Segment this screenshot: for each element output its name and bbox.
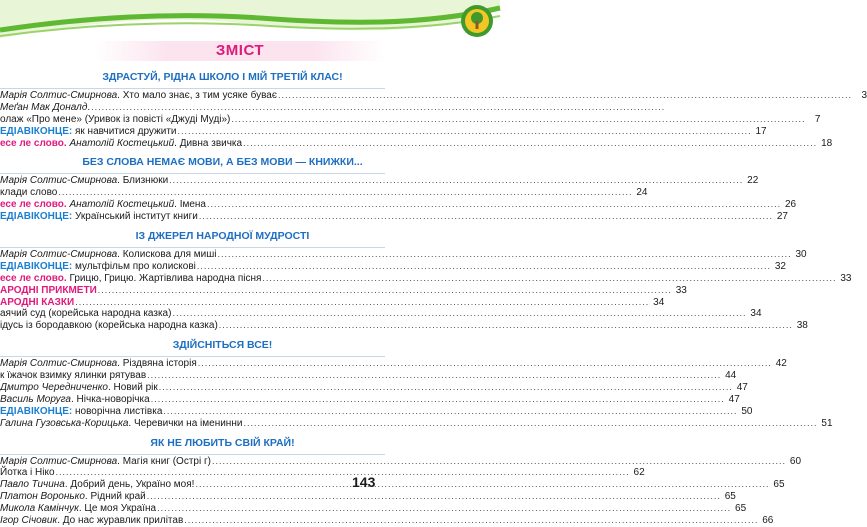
- entry-title: . Імена: [174, 199, 206, 211]
- toc-entry[interactable]: [0, 199, 797, 211]
- entry-label: [0, 456, 211, 468]
- toc-entry[interactable]: [0, 358, 787, 370]
- entry-author: Марія Солтис-Смирнова: [0, 249, 118, 261]
- entry-title: . Хто мало знає, з тим усяке буває: [117, 90, 277, 101]
- section-title: ЯК НЕ ЛЮБИТЬ СВІЙ КРАЙ!: [150, 436, 295, 449]
- page-number: 143: [352, 474, 376, 490]
- entry-author: Анатолій Костецький: [66, 199, 175, 211]
- entry-author: Микола Камінчук: [0, 503, 79, 515]
- toc-entry[interactable]: [0, 113, 821, 126]
- entry-label: [0, 261, 196, 273]
- entry-label: [0, 175, 168, 187]
- dot-leader: [197, 261, 771, 273]
- section-title: ІЗ ДЖЕРЕЛ НАРОДНОЇ МУДРОСТІ: [135, 230, 310, 243]
- entry-label: [0, 199, 206, 211]
- entry-label: [0, 382, 158, 394]
- entry-page-number: 30: [795, 249, 807, 261]
- entry-author: Марія Солтис-Смирнова: [0, 455, 118, 467]
- dot-leader: [151, 394, 725, 406]
- entry-label: [0, 358, 197, 370]
- entry-title: . Новий рік: [108, 382, 158, 394]
- entry-page-number: 3: [861, 90, 867, 101]
- entry-tag: есе ле слово.: [0, 272, 67, 284]
- entry-label: [0, 273, 261, 285]
- dot-leader: [212, 456, 786, 468]
- toc-entry[interactable]: [0, 515, 774, 527]
- toc-section: [0, 335, 833, 429]
- section-divider: [0, 454, 385, 455]
- entry-page-number: 33: [675, 284, 687, 296]
- entry-page-number: 51: [821, 417, 833, 429]
- dot-leader: [91, 102, 665, 114]
- entry-page-number: 65: [724, 491, 736, 503]
- entry-page-number: 18: [821, 137, 833, 149]
- entry-page-number: 44: [725, 370, 737, 382]
- entry-title: . Це моя Україна: [78, 503, 157, 515]
- table-of-contents: [0, 64, 867, 527]
- entry-page-number: 24: [636, 187, 648, 199]
- entry-page-number: 22: [747, 175, 759, 187]
- entry-label: [0, 320, 218, 332]
- entry-title: . Дивна звичка: [174, 137, 243, 149]
- entry-author: Ігор Січовик: [0, 515, 58, 527]
- entry-title: олаж «Про мене» (Уривок із повісті «Джуді Муді»): [0, 113, 231, 125]
- entry-title: мультфільм про колискові: [72, 260, 196, 272]
- entry-label: [0, 503, 156, 515]
- toc-entry[interactable]: [0, 249, 807, 261]
- toc-entry[interactable]: [0, 382, 748, 394]
- entry-title: Грицю, Грицю. Жартівлива народна пісня: [66, 272, 262, 284]
- entry-title: . Різдвяна історія: [117, 358, 197, 370]
- toc-entry[interactable]: [0, 296, 665, 309]
- entry-title: к їжачок взимку ялинки рятував: [0, 370, 147, 382]
- section-title: ЗДІЙСНІТЬСЯ ВСЕ!: [172, 339, 273, 352]
- dot-leader: [58, 187, 632, 199]
- entry-page-number: 33: [840, 272, 852, 284]
- dot-leader: [207, 199, 781, 211]
- entry-author: Марія Солтис-Смирнова: [0, 90, 118, 101]
- toc-section: [0, 152, 797, 223]
- entry-tag: есе ле слово.: [0, 137, 67, 149]
- entry-author: Анатолій Костецький: [66, 137, 175, 149]
- entry-title: . Нічка-новорічка: [70, 393, 150, 405]
- entry-label: [0, 479, 194, 491]
- dot-leader: [56, 467, 630, 479]
- entry-page-number: 62: [633, 467, 645, 479]
- entry-title: Йотка і Ніко: [0, 467, 55, 479]
- entry-tag: АРОДНІ КАЗКИ: [0, 296, 75, 308]
- entry-tag: ЕДІАВІКОНЦЕ:: [0, 125, 73, 137]
- entry-page-number: 7: [814, 113, 821, 125]
- entry-label: [0, 138, 242, 150]
- toc-entry[interactable]: [0, 479, 785, 491]
- entry-page-number: 27: [776, 211, 788, 223]
- dot-leader: [147, 370, 721, 382]
- entry-label: [0, 491, 146, 503]
- toc-entry[interactable]: [0, 320, 808, 332]
- toc-section: [0, 433, 802, 527]
- entry-label: [0, 406, 162, 418]
- entry-title: ідусь із бородавкою (корейська народна казка): [0, 320, 218, 332]
- entry-title: новорічна листівка: [72, 405, 163, 417]
- dot-leader: [219, 320, 793, 332]
- toc-entry[interactable]: [0, 503, 747, 515]
- dot-leader: [98, 285, 672, 297]
- toc-entry[interactable]: [0, 284, 687, 297]
- dot-leader: [231, 114, 805, 126]
- section-divider: [0, 173, 385, 174]
- toc-entry[interactable]: [0, 137, 833, 150]
- section-divider: [0, 247, 385, 248]
- entry-page-number: 32: [774, 260, 786, 272]
- toc-entry[interactable]: [0, 272, 852, 285]
- toc-entry[interactable]: [0, 370, 737, 382]
- dot-leader: [278, 90, 852, 102]
- entry-tag: есе ле слово.: [0, 199, 67, 211]
- entry-page-number: 65: [773, 479, 785, 491]
- dot-leader: [157, 503, 731, 515]
- dot-leader: [199, 211, 773, 223]
- entry-page-number: 34: [653, 296, 665, 308]
- toc-entry[interactable]: [0, 90, 867, 102]
- toc-entry[interactable]: [0, 417, 833, 430]
- header-swoosh: [0, 0, 500, 45]
- dot-leader: [217, 249, 791, 261]
- entry-tag: ЕДІАВІКОНЦЕ:: [0, 260, 73, 272]
- entry-label: [0, 370, 146, 382]
- toc-entry[interactable]: [0, 467, 645, 479]
- entry-label: [0, 467, 55, 479]
- entry-author: Меґан Мак Доналд: [0, 101, 88, 113]
- entry-label: [0, 285, 97, 297]
- entry-label: [0, 187, 57, 199]
- entry-title: Український інститут книги: [72, 211, 198, 223]
- entry-author: Марія Солтис-Смирнова: [0, 358, 118, 370]
- entry-title: аячий суд (корейська народна казка): [0, 308, 172, 320]
- entry-title: клади слово: [0, 187, 58, 199]
- entry-page-number: 66: [762, 515, 774, 527]
- page-title: ЗМІСТ: [215, 42, 265, 59]
- toc-entry[interactable]: [0, 405, 753, 418]
- entry-page-number: 38: [796, 320, 808, 332]
- entry-label: [0, 308, 171, 320]
- dot-leader: [147, 491, 721, 503]
- dot-leader: [184, 515, 758, 527]
- toc-entry[interactable]: [0, 260, 786, 273]
- entry-label: [0, 249, 216, 261]
- dot-leader: [198, 358, 772, 370]
- entry-label: [0, 102, 90, 114]
- toc-entry[interactable]: [0, 393, 740, 406]
- entry-author: Марія Солтис-Смирнова: [0, 175, 118, 187]
- entry-title: . До нас журавлик прилітав: [57, 515, 184, 527]
- entry-page-number: 42: [775, 358, 787, 370]
- dot-leader: [243, 138, 817, 150]
- section-divider: [0, 88, 385, 89]
- dot-leader: [243, 418, 817, 430]
- entry-author: Василь Моруга: [0, 393, 71, 405]
- entry-label: [0, 126, 177, 138]
- entry-label: [0, 418, 242, 430]
- entry-page-number: 26: [784, 199, 797, 211]
- section-title: БЕЗ СЛОВА НЕМАЄ МОВИ, А БЕЗ МОВИ — КНИЖКИ...: [82, 156, 363, 169]
- toc-entry[interactable]: [0, 308, 762, 320]
- entry-label: [0, 297, 74, 309]
- entry-title: .: [87, 101, 91, 113]
- dot-leader: [163, 406, 737, 418]
- entry-page-number: 65: [735, 503, 747, 515]
- entry-tag: ЕДІАВІКОНЦЕ:: [0, 211, 73, 223]
- toc-entry[interactable]: [0, 455, 802, 468]
- entry-label: [0, 515, 183, 527]
- dot-leader: [195, 479, 769, 491]
- entry-page-number: 17: [755, 125, 767, 137]
- entry-page-number: 34: [750, 308, 762, 320]
- entry-tag: ЕДІАВІКОНЦЕ:: [0, 405, 73, 417]
- entry-page-number: 47: [736, 382, 748, 394]
- toc-entry[interactable]: [0, 102, 385, 114]
- toc-entry[interactable]: [0, 187, 648, 199]
- toc-entry[interactable]: [0, 175, 759, 187]
- dot-leader: [159, 382, 733, 394]
- dot-leader: [178, 126, 752, 138]
- toc-section: [0, 226, 852, 332]
- toc-entry[interactable]: [0, 491, 736, 503]
- tree-badge-icon: [460, 4, 494, 38]
- section-divider: [0, 356, 385, 357]
- toc-section: [0, 67, 867, 149]
- dot-leader: [169, 175, 743, 187]
- toc-entry[interactable]: [0, 211, 788, 223]
- entry-label: [0, 90, 277, 102]
- entry-title: . Черевички на іменинни: [128, 417, 243, 429]
- entry-title: . Магія книг (Острі г): [117, 455, 211, 467]
- entry-author: Павло Тичина: [0, 479, 65, 491]
- entry-title: як навчитися дружити: [72, 125, 177, 137]
- entry-page-number: 47: [728, 393, 740, 405]
- entry-label: [0, 394, 150, 406]
- section-title: ЗДРАСТУЙ, РІДНА ШКОЛО І МІЙ ТРЕТІЙ КЛАС!: [102, 71, 343, 83]
- entry-author: Дмитро Чередниченко: [0, 382, 108, 394]
- toc-entry[interactable]: [0, 125, 767, 138]
- entry-title: . Рідний край: [84, 491, 146, 503]
- dot-leader: [262, 273, 836, 285]
- entry-tag: АРОДНІ ПРИКМЕТИ: [0, 284, 97, 296]
- entry-title: . Колискова для миші: [117, 249, 217, 261]
- dot-leader: [75, 297, 649, 309]
- entry-page-number: 60: [789, 455, 802, 467]
- entry-author: Платон Воронько: [0, 491, 85, 503]
- entry-page-number: 50: [741, 405, 753, 417]
- entry-author: Галина Гузовська-Корицька: [0, 417, 129, 429]
- entry-title: . Близнюки: [117, 175, 169, 187]
- entry-title: . Добрий день, Україно моя!: [64, 479, 195, 491]
- entry-label: [0, 114, 230, 126]
- dot-leader: [172, 308, 746, 320]
- entry-label: [0, 211, 198, 223]
